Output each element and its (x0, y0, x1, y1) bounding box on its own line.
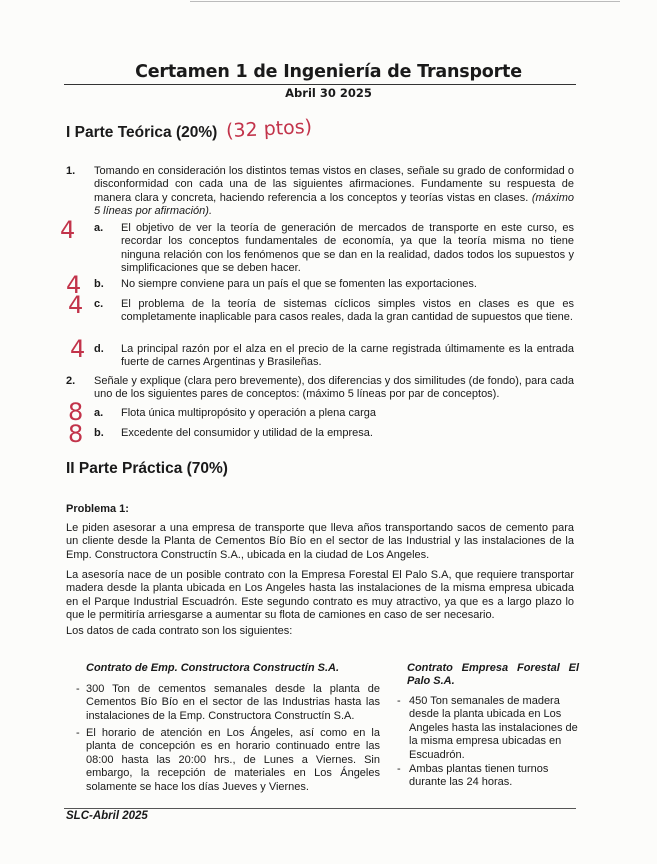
handwritten-points: (32 ptos) (225, 115, 313, 143)
title-rule (64, 84, 576, 85)
bullet-dash: - (76, 727, 80, 739)
contract-left-bullet-2: El horario de atención en Los Ángeles, así como en la planta de concepción es en horario continuado entre las 08:00 hasta las 20:00 hrs., de Lunes a Viernes. Sin embargo, la recepción de materiales en Los Ángeles solamente se hace los días Jueves y Viernes. (86, 727, 380, 793)
footer-label: SLC-Abril 2025 (66, 810, 148, 822)
q2-number: 2. (66, 375, 76, 387)
bullet-dash: - (76, 683, 80, 695)
q1b-letter: b. (94, 278, 104, 290)
mark-q1a: 4 (60, 216, 76, 244)
top-rule (190, 1, 620, 2)
q1c-letter: c. (94, 298, 104, 310)
part2-heading: II Parte Práctica (70%) (66, 460, 228, 477)
mark-q1d: 4 (70, 335, 86, 363)
contract-left-bullet-1: 300 Ton de cementos semanales desde la planta de Cementos Bío Bío en el sector de las Industrias hasta las instalaciones de la Emp. Constructora Constructín S.A. (86, 683, 380, 722)
contract-right-bullet-2: Ambas plantas tienen turnos durante las 24 horas. (409, 763, 549, 789)
q2b-letter: b. (94, 427, 104, 439)
part1-heading: I Parte Teórica (20%) (66, 124, 218, 141)
mark-q1b: 4 (66, 271, 82, 299)
mark-q2b: 8 (68, 420, 84, 448)
q2b-text: Excedente del consumidor y utilidad de la empresa. (121, 427, 373, 439)
q1a-text: El objetivo de ver la teoría de generación de mercados de transporte en este curso, es recordar los conceptos fundamentales de economía, ya que la teoría misma no tiene ninguna relación con los fenómenos que se dan en la realidad, dados todos los supuestos y simplificaciones que se deben hacer. (121, 222, 574, 275)
q1c-text: El problema de la teoría de sistemas cíclicos simples vistos en clases es que es completamente inaplicable para casos reales, dada la gran cantidad de supuestos que tiene. (121, 298, 574, 324)
problem-para-3: Los datos de cada contrato son los siguientes: (66, 625, 293, 637)
q2-text: Señale y explique (clara pero brevemente), dos diferencias y dos similitudes (de fondo), para cada uno de los siguientes pares de conceptos: (máximo 5 líneas por par de conceptos). (94, 375, 574, 401)
q2a-text: Flota única multipropósito y operación a plena carga (121, 407, 376, 419)
footer-rule (64, 808, 576, 809)
q1b-text: No siempre conviene para un país el que se fomenten las exportaciones. (121, 278, 477, 290)
contract-right-bullet-1: 450 Ton semanales de madera desde la planta ubicada en Los Angeles hasta las instalaciones de la misma empresa ubicadas en Escuadrón. (409, 695, 578, 761)
q1-statement: Tomando en consideración los distintos temas vistos en clases, señale su grado de conformidad o disconformidad con cada una de las siguientes afirmaciones. Fundamente su respuesta de manera clara y concreta, haciendo referencia a los conceptos y teorías vistas en clases. (94, 165, 574, 204)
exam-title: Certamen 1 de Ingeniería de Transporte (135, 62, 522, 82)
mark-q2a: 8 (68, 398, 84, 426)
bullet-dash: - (397, 695, 401, 707)
problem-para-2: La asesoría nace de un posible contrato con la Empresa Forestal El Palo S.A, que requiere transportar madera desde la planta ubicada en Los Angeles hasta las instalaciones de la misma empresa ubicada en el Parque Industrial Escuadrón. Este segundo contrato es muy atractivo, ya que es a largo plazo lo que le permitiría arriesgarse a aumentar su flota de camiones en caso de ser necesario. (66, 569, 574, 622)
q1-number: 1. (66, 165, 76, 177)
mark-q1c: 4 (68, 291, 84, 319)
q1a-letter: a. (94, 222, 104, 234)
q1d-letter: d. (94, 343, 104, 355)
q1d-text: La principal razón por el alza en el precio de la carne registrada últimamente es la entrada fuerte de carnes Argentinas y Brasileñas. (121, 343, 574, 369)
bullet-dash: - (397, 763, 401, 775)
q1-note: (máximo 5 líneas por afirmación). (94, 191, 574, 218)
problem-para-1: Le piden asesorar a una empresa de transporte que lleva años transportando sacos de cemento para un cliente desde la Planta de Cementos Bío Bío en el sector de las Industrial y las instalaciones de la Emp. Constructora Constructín S.A., ubicada en la ciudad de Los Angeles. (66, 522, 574, 561)
q2a-letter: a. (94, 407, 104, 419)
contract-right-title: Contrato Empresa Forestal El Palo S.A. (407, 662, 579, 688)
contract-left-title: Contrato de Emp. Constructora Constructín S.A. (86, 662, 340, 674)
problem-title: Problema 1: (66, 503, 129, 515)
exam-date: Abril 30 2025 (285, 86, 372, 100)
q1-text (94, 165, 574, 219)
